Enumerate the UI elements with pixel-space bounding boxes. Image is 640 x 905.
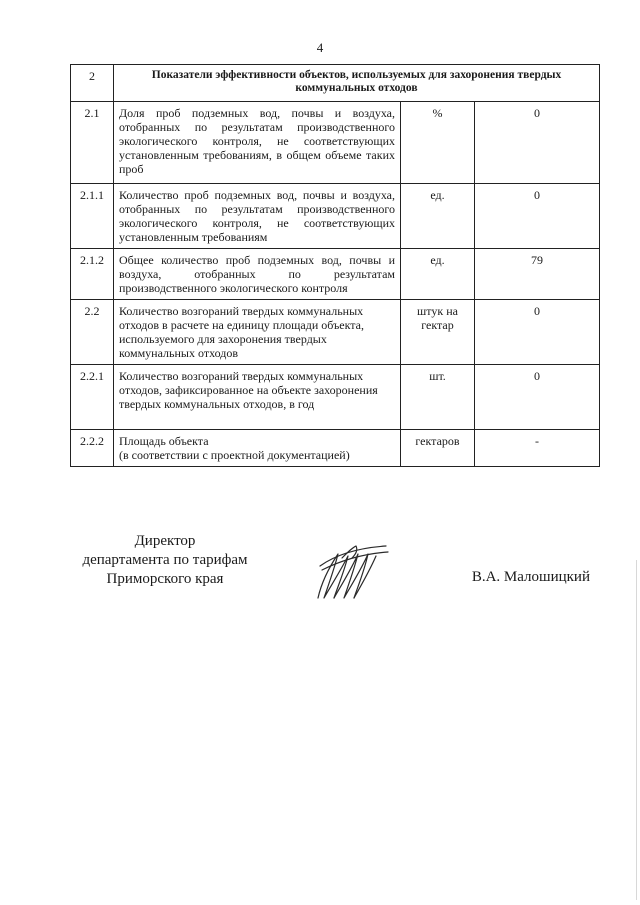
table-section-row <box>71 65 600 102</box>
row-value: 0 <box>475 365 600 430</box>
signatory-position <box>70 532 260 589</box>
row-name <box>114 430 401 467</box>
row-value: 0 <box>475 184 600 249</box>
position-line-2: департамента по тарифам <box>82 552 248 568</box>
scan-edge-line <box>636 560 637 900</box>
row-unit: ед. <box>401 184 475 249</box>
row-number: 2.1 <box>71 102 114 184</box>
position-line-3: Приморского края <box>106 571 224 587</box>
handwritten-signature <box>312 540 392 606</box>
row-name: Количество возгораний твердых коммунальных отходов в расчете на единицу площади объекта, используемого для захоронения твердых коммунальных отходов <box>114 300 401 365</box>
section-number: 2 <box>71 65 114 102</box>
row-number: 2.1.2 <box>71 249 114 300</box>
section-title: Показатели эффективности объектов, используемых для захоронения твердых коммунальных отходов <box>114 65 600 102</box>
row-value: - <box>475 430 600 467</box>
row-number: 2.2.2 <box>71 430 114 467</box>
page-number: 4 <box>316 40 324 55</box>
row-number: 2.2 <box>71 300 114 365</box>
table-row <box>71 300 600 365</box>
table-row <box>71 184 600 249</box>
row-value: 0 <box>475 102 600 184</box>
row-name-line2: (в соответствии с проектной документацией) <box>119 448 350 462</box>
row-name: Количество возгораний твердых коммунальных отходов, зафиксированное на объекте захоронения твердых коммунальных отходов, в год <box>114 365 401 430</box>
row-value: 79 <box>475 249 600 300</box>
signer-name: В.А. Малошицкий <box>471 569 590 585</box>
row-name-line1: Площадь объекта <box>119 434 209 448</box>
row-name: Доля проб подземных вод, почвы и воздуха, отобранных по результатам производственного экологического контроля, не соответствующих установленным требованиям, в общем объеме таких проб <box>114 102 401 184</box>
table-row <box>71 365 600 430</box>
row-number: 2.2.1 <box>71 365 114 430</box>
row-number: 2.1.1 <box>71 184 114 249</box>
table-row <box>71 430 600 467</box>
row-unit: штук на гектар <box>401 300 475 365</box>
row-value: 0 <box>475 300 600 365</box>
row-name: Количество проб подземных вод, почвы и воздуха, отобранных по результатам производственного экологического контроля, не соответствующих установленным требованиям <box>114 184 401 249</box>
row-unit: шт. <box>401 365 475 430</box>
row-unit: % <box>401 102 475 184</box>
row-unit: ед. <box>401 249 475 300</box>
table-row <box>71 102 600 184</box>
indicators-table <box>70 64 600 467</box>
table-row <box>71 249 600 300</box>
row-unit: гектаров <box>401 430 475 467</box>
row-name: Общее количество проб подземных вод, почвы и воздуха, отобранных по результатам производственного экологического контроля <box>114 249 401 300</box>
position-line-1: Директор <box>134 533 196 549</box>
